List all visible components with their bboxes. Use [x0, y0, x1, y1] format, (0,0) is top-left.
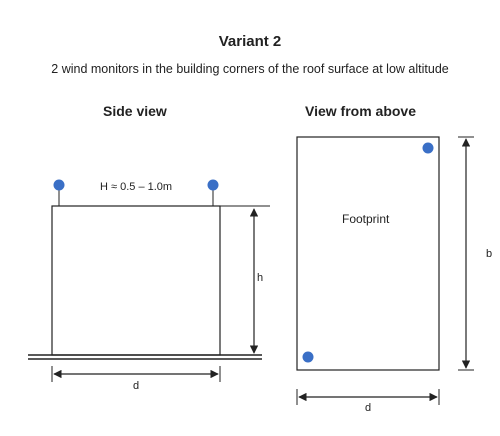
building-height-label: h: [257, 272, 264, 284]
side-view-heading: Side view: [103, 103, 167, 119]
footprint-label: Footprint: [342, 212, 390, 226]
diagram-subtitle: 2 wind monitors in the building corners of the roof surface at low altitude: [51, 62, 449, 76]
top-view: [297, 137, 474, 405]
side-view: [28, 180, 270, 383]
wind-monitor-right: [208, 180, 219, 191]
top-view-heading: View from above: [305, 103, 417, 119]
wind-monitor-top-right: [423, 143, 434, 154]
side-width-label: d: [133, 380, 140, 392]
top-width-label: d: [365, 402, 372, 414]
building-side-outline: [52, 206, 220, 355]
footprint-outline: [297, 137, 439, 370]
top-length-label: b: [486, 248, 493, 260]
monitor-height-label: H ≈ 0.5 – 1.0m: [100, 181, 173, 193]
diagram-title: Variant 2: [218, 33, 282, 50]
wind-monitor-left: [54, 180, 65, 191]
wind-monitor-bottom-left: [303, 352, 314, 363]
